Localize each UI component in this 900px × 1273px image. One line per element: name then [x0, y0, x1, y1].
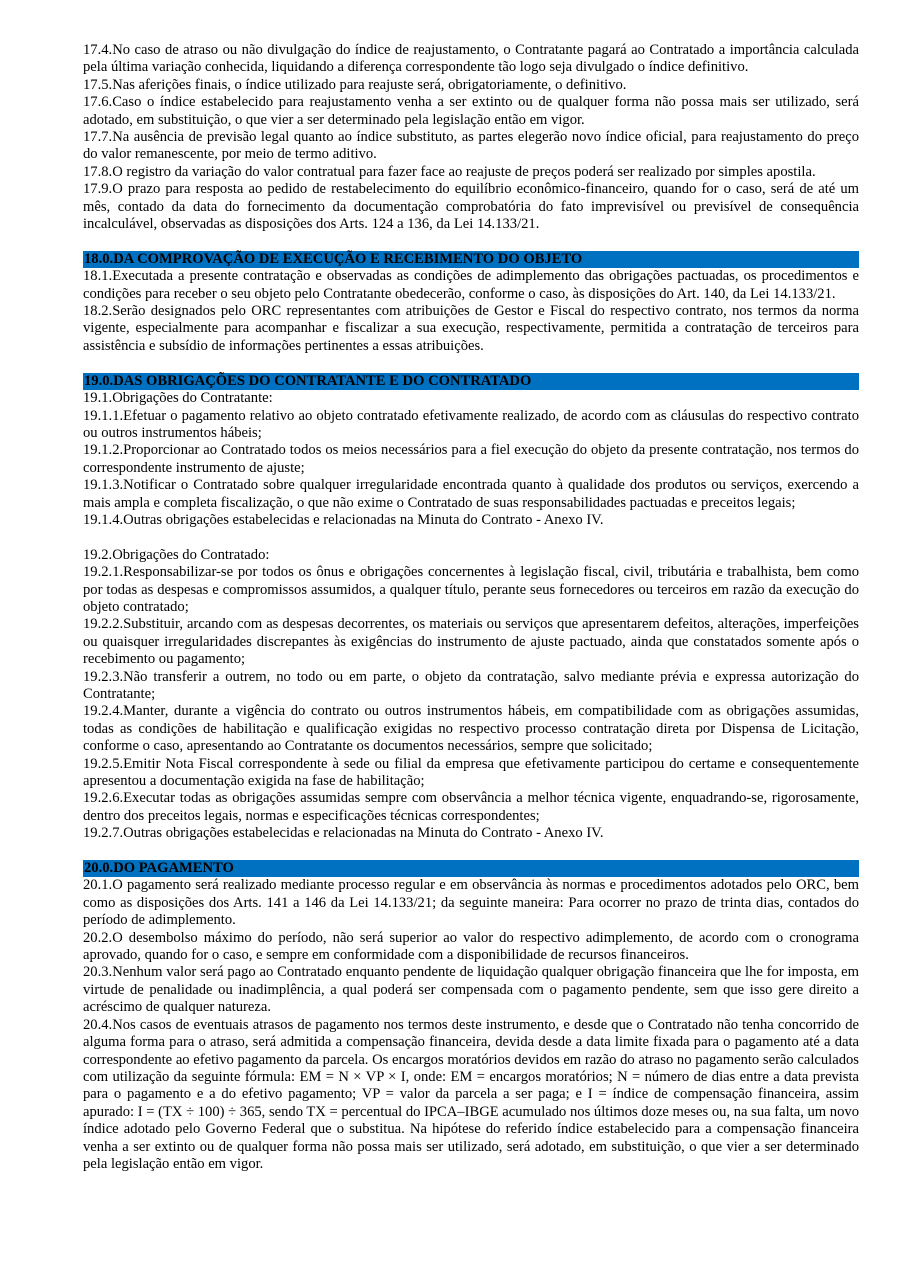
- clause-paragraph: 20.1.O pagamento será realizado mediante processo regular e em observância às normas e procedimentos adotados pelo ORC, bem como as disposições dos Arts. 141 a 146 da Lei 14.133/21; da seguinte maneira: Para ocorrer no prazo de trinta dias, contados do período de adimplemento.: [83, 877, 859, 929]
- section-heading: 20.0.DO PAGAMENTO: [83, 860, 859, 877]
- blank-line: [83, 355, 859, 372]
- clause-paragraph: 17.8.O registro da variação do valor contratual para fazer face ao reajuste de preços poderá ser realizado por simples apostila.: [83, 163, 816, 180]
- section-heading: 18.0.DA COMPROVAÇÃO DE EXECUÇÃO E RECEBIMENTO DO OBJETO: [83, 251, 859, 268]
- clause-paragraph: 18.2.Serão designados pelo ORC representantes com atribuições de Gestor e Fiscal do respectivo contrato, nos termos da norma vigente, especialmente para acompanhar e fiscalizar a sua execução, respectivamente, permitida a contratação de terceiros para assistência e subsídio de informações pertinentes a essas atribuições.: [83, 303, 859, 354]
- clause-paragraph: 19.1.2.Proporcionar ao Contratado todos os meios necessários para a fiel execução do objeto da presente contratação, nos termos do correspondente instrumento de ajuste;: [83, 442, 859, 476]
- blank-line: [83, 843, 859, 860]
- clause-paragraph: 19.1.1.Efetuar o pagamento relativo ao objeto contratado efetivamente realizado, de acordo com as cláusulas do respectivo contrato ou outros instrumentos hábeis;: [83, 407, 859, 441]
- clause-paragraph: 20.3.Nenhum valor será pago ao Contratado enquanto pendente de liquidação qualquer obrigação financeira que lhe for imposta, em virtude de penalidade ou inadimplência, a qual poderá ser compensada com o pagamento pendente, sem que isso gere direito a acréscimo de qualquer natureza.: [83, 964, 859, 1016]
- section-heading: 19.0.DAS OBRIGAÇÕES DO CONTRATANTE E DO CONTRATADO: [83, 373, 859, 390]
- clause-paragraph: 19.1.Obrigações do Contratante:: [83, 390, 273, 407]
- clause-paragraph: 17.5.Nas aferições finais, o índice utilizado para reajuste será, obrigatoriamente, o definitivo.: [83, 76, 627, 93]
- clause-paragraph: 19.2.1.Responsabilizar-se por todos os ônus e obrigações concernentes à legislação fiscal, civil, tributária e trabalhista, bem como por todas as despesas e compromissos assumidos, a qualquer título, perante seus fornecedores ou terceiros em razão da execução do objeto contratado;: [83, 564, 859, 615]
- clause-paragraph: 19.2.5.Emitir Nota Fiscal correspondente à sede ou filial da empresa que efetivamente participou do certame e consequentemente apresentou a documentação exigida na fase de habilitação;: [83, 755, 859, 790]
- document-page: [83, 42, 859, 1173]
- clause-paragraph: 17.4.No caso de atraso ou não divulgação do índice de reajustamento, o Contratante pagará ao Contratado a importância calculada pela última variação conhecida, liquidando a diferença correspondente tão logo seja divulgado o índice definitivo.: [83, 42, 859, 76]
- clause-paragraph: 17.6.Caso o índice estabelecido para reajustamento venha a ser extinto ou de qualquer forma não possa mais ser utilizado, será adotado, em substituição, o que vier a ser determinado pela legislação então em vigor.: [83, 94, 859, 128]
- clause-paragraph: 19.2.6.Executar todas as obrigações assumidas sempre com observância a melhor técnica vigente, enquadrando-se, rigorosamente, dentro dos preceitos legais, normas e especificações técnicas correspondentes;: [83, 790, 859, 824]
- clause-paragraph: 20.2.O desembolso máximo do período, não será superior ao valor do respectivo adimplemento, de acordo com o cronograma aprovado, quando for o caso, e sempre em conformidade com a disponibilidade de recursos financeiros.: [83, 929, 859, 964]
- clause-paragraph: 19.2.4.Manter, durante a vigência do contrato ou outros instrumentos hábeis, em compatibilidade com as obrigações assumidas, todas as condições de habilitação e qualificação exigidas no respectivo processo contratação direta por Dispensa de Licitação, conforme o caso, apresentando ao Contratante os documentos necessários, sempre que solicitado;: [83, 703, 859, 755]
- clause-paragraph: 19.1.4.Outras obrigações estabelecidas e relacionadas na Minuta do Contrato - Anexo IV.: [83, 511, 604, 528]
- blank-line: [83, 233, 859, 250]
- blank-line: [83, 529, 859, 546]
- clause-paragraph: 19.2.3.Não transferir a outrem, no todo ou em parte, o objeto da contratação, salvo mediante prévia e expressa autorização do Contratante;: [83, 668, 859, 702]
- clause-paragraph: 18.1.Executada a presente contratação e observadas as condições de adimplemento das obrigações pactuadas, os procedimentos e condições para receber o seu objeto pelo Contratante obedecerão, conforme o caso, às disposições do Art. 140, da Lei 14.133/21.: [83, 268, 859, 302]
- clause-paragraph: 19.2.7.Outras obrigações estabelecidas e relacionadas na Minuta do Contrato - Anexo IV.: [83, 825, 604, 842]
- clause-paragraph: 19.2.2.Substituir, arcando com as despesas decorrentes, os materiais ou serviços que apresentarem defeitos, alterações, imperfeições ou quaisquer irregularidades discrepantes às exigências do instrumento de ajuste pactuado, ainda que constatados somente após o recebimento ou pagamento;: [83, 616, 859, 668]
- clause-paragraph: 19.1.3.Notificar o Contratado sobre qualquer irregularidade encontrada quanto à qualidade dos produtos ou serviços, exercendo a mais ampla e completa fiscalização, o que não exime o Contratado de suas responsabilidades pactuadas e preceitos legais;: [83, 477, 859, 511]
- clause-paragraph: 17.7.Na ausência de previsão legal quanto ao índice substituto, as partes elegerão novo índice oficial, para reajustamento do preço do valor remanescente, por meio de termo aditivo.: [83, 129, 859, 163]
- clause-paragraph: 20.4.Nos casos de eventuais atrasos de pagamento nos termos deste instrumento, e desde que o Contratado não tenha concorrido de alguma forma para o atraso, será admitida a compensação financeira, devida desde a data limite fixada para o pagamento até a data correspondente ao efetivo pagamento da parcela. Os encargos moratórios devidos em razão do atraso no pagamento serão calculados com utilização da seguinte fórmula: EM = N × VP × I, onde: EM = encargos moratórios; N = número de dias entre a data prevista para o pagamento e a do efetivo pagamento; VP = valor da parcela a ser paga; e I = índice de compensação financeira, assim apurado: I = (TX ÷ 100) ÷ 365, sendo TX = percentual do IPCA–IBGE acumulado nos últimos doze meses ou, na sua falta, um novo índice adotado pelo Governo Federal que o substitua. Na hipótese do referido índice estabelecido para a compensação financeira venha a ser extinto ou de qualquer forma não possa mais ser utilizado, será adotado, em substituição, o que vier a ser determinado pela legislação então em vigor.: [83, 1016, 859, 1172]
- clause-paragraph: 17.9.O prazo para resposta ao pedido de restabelecimento do equilíbrio econômico-financeiro, quando for o caso, será de até um mês, contado da data do fornecimento da documentação comprobatória do fato imprevisível ou previsível de consequência incalculável, observadas as disposições dos Arts. 124 a 136, da Lei 14.133/21.: [83, 181, 859, 233]
- clause-paragraph: 19.2.Obrigações do Contratado:: [83, 546, 270, 563]
